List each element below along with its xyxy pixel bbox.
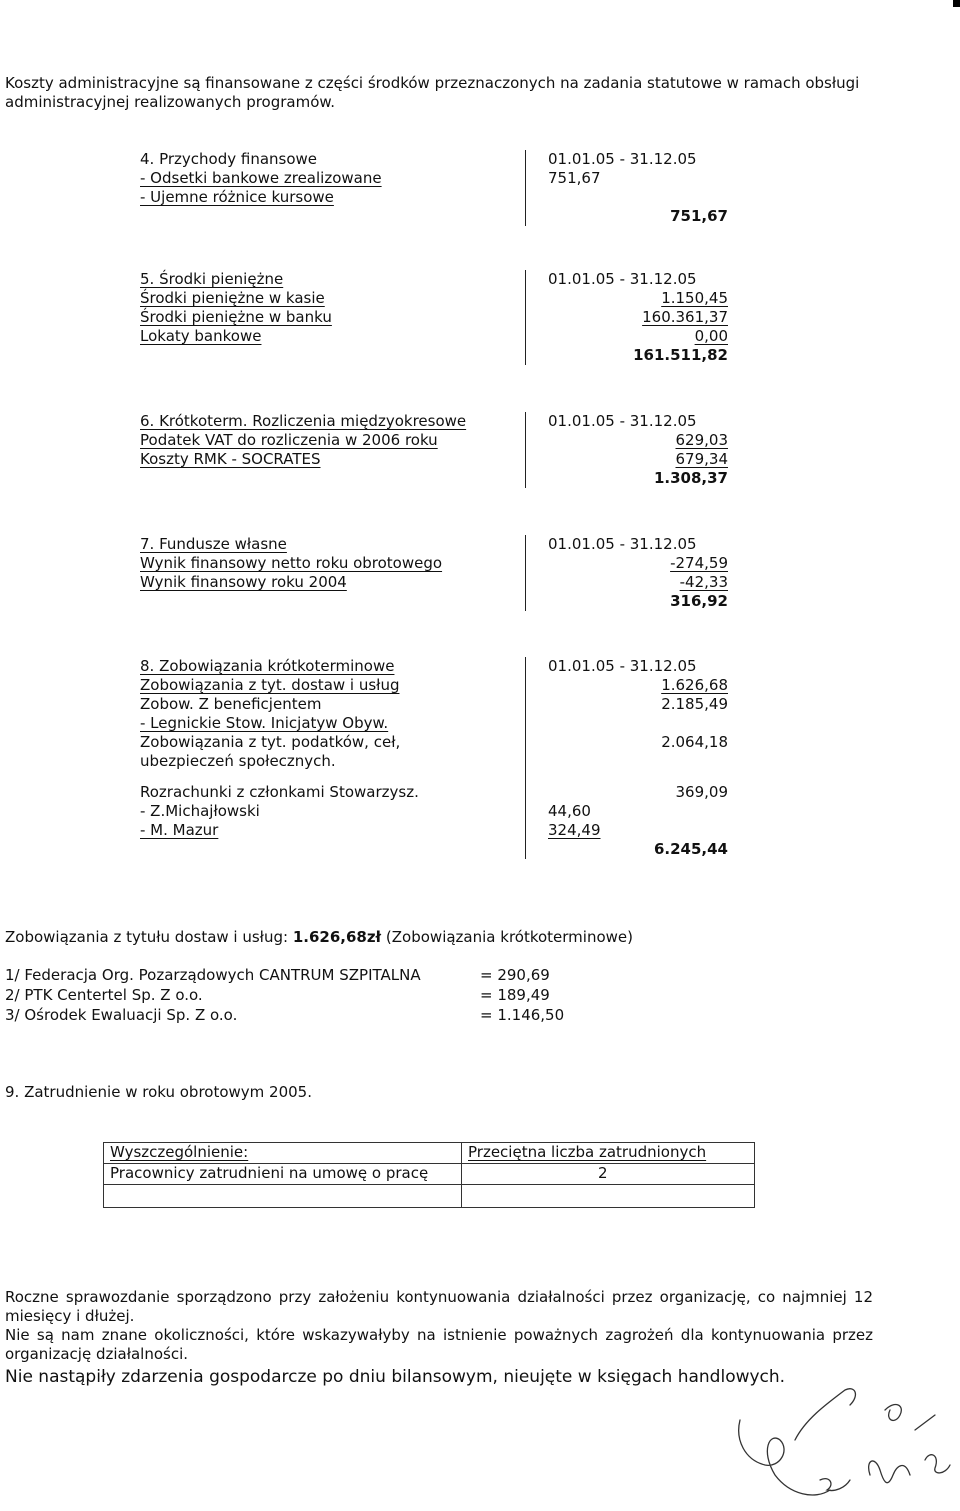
period: 01.01.05 - 31.12.05 bbox=[548, 535, 697, 553]
section-7-own-funds bbox=[140, 535, 730, 611]
supplier-item: 2/ PTK Centertel Sp. Z o.o. bbox=[5, 986, 203, 1004]
row-label: - Ujemne różnice kursowe bbox=[140, 188, 334, 206]
section-4-financial-income bbox=[140, 150, 730, 226]
row-label: Wynik finansowy netto roku obrotowego bbox=[140, 554, 443, 572]
section-8-short-term-liabilities bbox=[140, 657, 730, 859]
row-label: Zobow. Z beneficjentem bbox=[140, 695, 322, 713]
row-value: 2.185,49 bbox=[661, 695, 728, 713]
period: 01.01.05 - 31.12.05 bbox=[548, 270, 697, 288]
row-label: Zobowiązania z tyt. dostaw i usług bbox=[140, 676, 400, 694]
intro-paragraph: Koszty administracyjne są finansowane z części środków przeznaczonych na zadania statutowe w ramach obsługi administracyjnej realizowanych programów. bbox=[5, 74, 860, 111]
column-header: Przeciętna liczba zatrudnionych bbox=[468, 1143, 707, 1161]
row-label: Podatek VAT do rozliczenia w 2006 roku bbox=[140, 431, 438, 449]
suppliers-amount: 1.626,68zł bbox=[292, 928, 382, 946]
section-5-cash bbox=[140, 270, 730, 365]
row-value: 2.064,18 bbox=[661, 733, 728, 751]
supplier-value: = 290,69 bbox=[480, 966, 550, 984]
table-cell: 2 bbox=[598, 1164, 608, 1182]
row-value: -274,59 bbox=[670, 554, 728, 572]
period: 01.01.05 - 31.12.05 bbox=[548, 412, 697, 430]
section-total: 161.511,82 bbox=[633, 346, 728, 364]
closing-paragraph-1: Roczne sprawozdanie sporządzono przy założeniu kontynuowania działalności przez organizację, co najmniej 12 miesięcy i dłużej. bbox=[5, 1288, 873, 1325]
row-label: Środki pieniężne w banku bbox=[140, 308, 332, 326]
section-6-accruals bbox=[140, 412, 730, 488]
row-label: - Odsetki bankowe zrealizowane bbox=[140, 169, 382, 187]
supplier-item: 3/ Ośrodek Ewaluacji Sp. Z o.o. bbox=[5, 1006, 238, 1024]
row-amount: 324,49 bbox=[548, 821, 601, 839]
row-label: Zobowiązania z tyt. podatków, ceł, bbox=[140, 733, 401, 751]
column-header: Wyszczególnienie: bbox=[110, 1143, 249, 1161]
row-label: - Z.Michajłowski bbox=[140, 802, 260, 820]
section-9-title: 9. Zatrudnienie w roku obrotowym 2005. bbox=[5, 1083, 312, 1101]
suppliers-note: (Zobowiązania krótkoterminowe) bbox=[385, 928, 633, 946]
row-amount: 44,60 bbox=[548, 802, 591, 820]
supplier-item: 1/ Federacja Org. Pozarządowych CANTRUM SZPITALNA bbox=[5, 966, 421, 984]
section-total: 751,67 bbox=[670, 207, 728, 225]
suppliers-heading bbox=[5, 928, 633, 946]
row-label: - M. Mazur bbox=[140, 821, 219, 839]
row-value: 1.626,68 bbox=[661, 676, 728, 694]
row-value: 369,09 bbox=[675, 783, 728, 801]
corner-mark bbox=[953, 0, 960, 7]
row-value: 1.150,45 bbox=[661, 289, 728, 307]
row-label-continued: - Legnickie Stow. Inicjatyw Obyw. bbox=[140, 714, 389, 732]
row-amount: 751,67 bbox=[548, 169, 601, 187]
row-label: Koszty RMK - SOCRATES bbox=[140, 450, 321, 468]
row-label: Wynik finansowy roku 2004 bbox=[140, 573, 347, 591]
row-value: 679,34 bbox=[675, 450, 728, 468]
row-value: 0,00 bbox=[694, 327, 728, 345]
section-total: 6.245,44 bbox=[653, 840, 728, 858]
row-value: 160.361,37 bbox=[642, 308, 728, 326]
period: 01.01.05 - 31.12.05 bbox=[548, 657, 697, 675]
section-total: 316,92 bbox=[670, 592, 728, 610]
section-title: 6. Krótkoterm. Rozliczenia międzyokresowe bbox=[140, 412, 467, 430]
closing-paragraph-2: Nie są nam znane okoliczności, które wskazywałyby na istnienie poważnych zagrożeń dla kontynuowania przez organizację działalności. bbox=[5, 1326, 873, 1363]
section-title: 4. Przychody finansowe bbox=[140, 150, 318, 168]
section-title: 5. Środki pieniężne bbox=[140, 270, 284, 288]
table-cell: Pracownicy zatrudnieni na umowę o pracę bbox=[110, 1164, 429, 1182]
row-value: 629,03 bbox=[675, 431, 728, 449]
handwritten-signature bbox=[735, 1380, 955, 1505]
section-total: 1.308,37 bbox=[653, 469, 728, 487]
row-value: -42,33 bbox=[679, 573, 728, 591]
closing-paragraph-3: Nie nastąpiły zdarzenia gospodarcze po dniu bilansowym, nieujęte w księgach handlowych. bbox=[5, 1367, 786, 1387]
period: 01.01.05 - 31.12.05 bbox=[548, 150, 697, 168]
section-title: 7. Fundusze własne bbox=[140, 535, 287, 553]
section-title: 8. Zobowiązania krótkoterminowe bbox=[140, 657, 395, 675]
row-label: Rozrachunki z członkami Stowarzysz. bbox=[140, 783, 419, 801]
row-label: Lokaty bankowe bbox=[140, 327, 262, 345]
supplier-value: = 189,49 bbox=[480, 986, 550, 1004]
row-label-continued: ubezpieczeń społecznych. bbox=[140, 752, 336, 770]
suppliers-heading-text: Zobowiązania z tytułu dostaw i usług: bbox=[5, 928, 289, 946]
employment-table bbox=[103, 1142, 755, 1208]
supplier-value: = 1.146,50 bbox=[480, 1006, 565, 1024]
row-label: Środki pieniężne w kasie bbox=[140, 289, 325, 307]
